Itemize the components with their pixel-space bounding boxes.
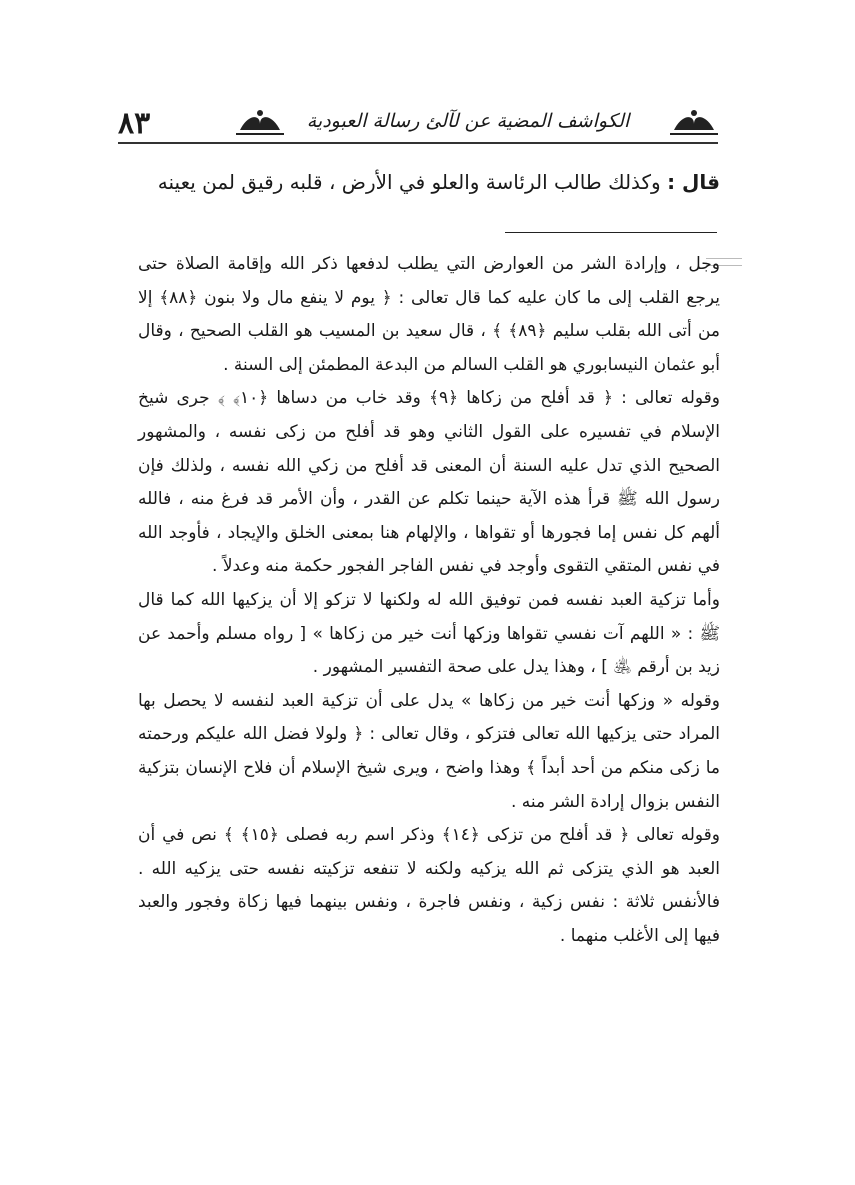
section-divider — [505, 232, 717, 233]
page-header — [118, 100, 718, 148]
paragraph-1: وجل ، وإرادة الشر من العوارض التي يطلب لدفعها ذكر الله وإقامة الصلاة حتى يرجع القلب إلى ما كان عليه كما قال تعالى : ﴿ يوم لا ينفع مال ولا بنون ﴿٨٨﴾ إلا من أتى الله بقلب سليم ﴿٨٩﴾ ﴾ ، قال سعيد بن المسيب هو القلب الصحيح ، وقال أبو عثمان النيسابوري هو القلب السالم من البدعة المطمئن إلى السنة . — [138, 254, 721, 375]
paragraph-2: وقوله تعالى : ﴿ قد أفلح من زكاها ﴿٩﴾ وقد خاب من دساها ﴿١٠﴾ ﴾ جرى شيخ الإسلام في تفسيره على القول الثاني وهو قد أفلح من زكى نفسه ، والمشهور الصحيح الذي تدل عليه السنة أن المعنى قد أفلح من زكي الله نفسه ، ولذلك فإن رسول الله ﷺ قرأ هذه الآية حينما تكلم عن القدر ، وأن الأمر قد فرغ منه ، فالله ألهم كل نفس إما فجورها أو تقواها ، والإلهام هنا بمعنى الخلق والإيجاد ، فأوجد الله في نفس المتقي التقوى وأوجد في نفس الفاجر الفجور حكمة منه وعدلاً . — [138, 388, 720, 577]
intro-quote — [120, 170, 720, 194]
intro-label: قال : — [667, 170, 720, 194]
paragraph-5: وقوله تعالى ﴿ قد أفلح من تزكى ﴿١٤﴾ وذكر اسم ربه فصلى ﴿١٥﴾ ﴾ نص في أن العبد هو الذي يتزكى ثم الله يزكيه ولكنه لا تنفعه تزكيته نفسه حتى يزكيه الله . فالأنفس ثلاثة : نفس زكية ، ونفس فاجرة ، ونفس بينهما فيها زكاة وفجور والعبد فيها إلى الأغلب منهما . — [138, 825, 720, 946]
paragraph-4: وقوله « وزكها أنت خير من زكاها » يدل على أن تزكية العبد لنفسه لا يحصل بها المراد حتى يزكيها الله تعالى فتزكو ، وقال تعالى : ﴿ ولولا فضل الله عليكم ورحمته ما زكى منكم من أحد أبداً ﴾ وهذا واضح ، ويرى شيخ الإسلام أن فلاح الإنسان بتزكية النفس بزوال إرادة الشر منه . — [138, 690, 720, 812]
page-number: ٨٣ — [118, 106, 151, 141]
running-title: الكواشف المضية عن لآلئ رسالة العبودية — [306, 110, 630, 132]
intro-text: وكذلك طالب الرئاسة والعلو في الأرض ، قلبه رقيق لمن يعينه — [157, 170, 661, 194]
right-ornament-icon — [670, 108, 718, 138]
header-divider — [118, 142, 718, 144]
paragraph-3: وأما تزكية العبد نفسه فمن توفيق الله له ولكنها لا تزكو إلا أن يزكيها الله كما قال ﷺ : « اللهم آت نفسي تقواها وزكها أنت خير من زكاها » [ رواه مسلم وأحمد عن زيد بن أرقم ﵁ ] ، وهذا يدل على صحة التفسير المشهور . — [138, 589, 720, 678]
commentary-body — [138, 248, 720, 953]
